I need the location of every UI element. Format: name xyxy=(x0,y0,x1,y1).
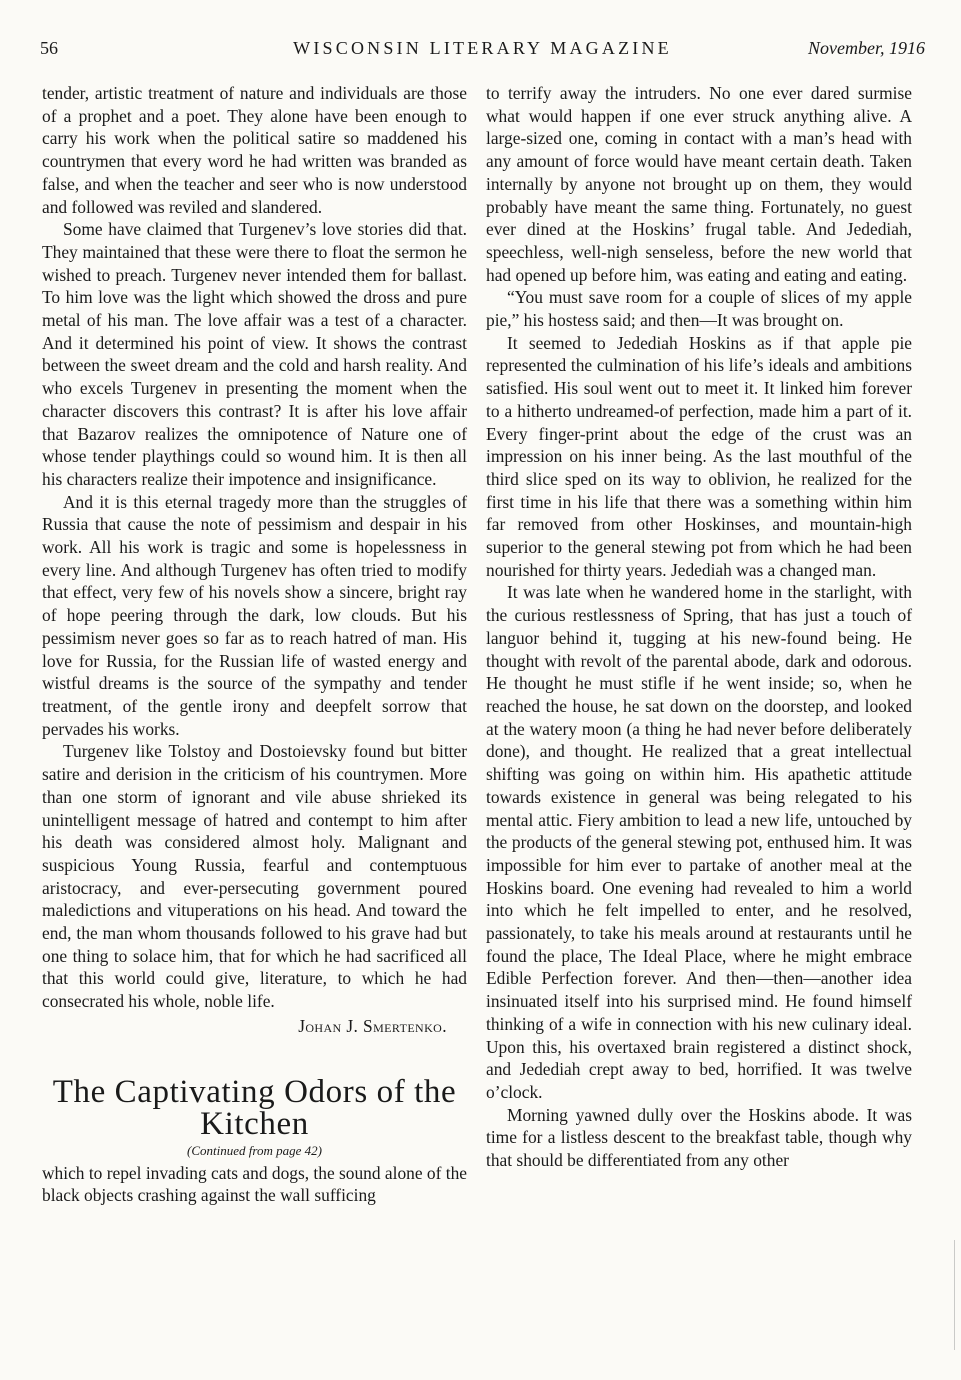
story-paragraph: Morning yawned dully over the Hoskins abode. It was time for a listless descent to the breakfast table, though why that should be differentiated from any other xyxy=(486,1104,912,1171)
essay-paragraph: Turgenev like Tolstoy and Dostoievsky found but bitter satire and derision in the criticism of his countrymen. More than one storm of ignorant and vile abuse shrieked its unintelligent message of hatred and contempt to him after his death was considered almost holy. Malignant and suspicious Young Russia, fearful and contemptuous aristocracy, and ever-persecuting government poured maledictions and vituperations on his head. And toward the end, the man whom thousands followed to his grave had but one thing to solace him, that for which he had sacrificed all that this world could give, literature, to which he had consecrated his whole, noble life. xyxy=(42,741,467,1012)
story-paragraph: which to repel invading cats and dogs, the sound alone of the black objects crashing against the wall sufficing xyxy=(42,1162,468,1206)
issue-date: November, 1916 xyxy=(808,38,925,58)
essay-paragraph: Some have claimed that Turgenev’s love stories did that. They maintained that these were there to float the sermon he wished to preach. Turgenev never intended them for ballast. To him love was the light which showed the dross and pure metal of his man. The love affair was a test of a character. And it determined his point of view. It shows the contrast between the sweet dream and the cold and harsh reality. And who excels Turgenev in presenting the moment when the character discovers this contrast? It is after his love affair that Bazarov realizes the omnipotence of Nature one of whose tender playthings could so wound him. It is then all his characters realize their impotence and insignificance. xyxy=(42,219,467,489)
essay-paragraph: tender, artistic treatment of nature and individuals are those of a prophet and a poet. They alone have been enough to carry his work when the political satire so maddened his countrymen that every word he had written was branded as false, and when the teacher and seer who is now understood and followed was reviled and slandered. xyxy=(42,83,467,217)
essay-paragraph: And it is this eternal tragedy more than the struggles of Russia that cause the note of pessimism and despair in his work. All his work is tragic and some is hopelessness in every line. And although Turgenev has often tried to modify that effect, very few of his novels show a sincere, bright ray of hope peering through the dark, low clouds. But his pessimism never goes so far as to reach hatred of man. His love for Russia, for the Russian life of wasted energy and wistful dreams is the source of the sympathy and tender treatment, of the gentle irony and deepfelt sorrow that pervades his works. xyxy=(42,491,467,739)
story-paragraph: to terrify away the intruders. No one ever dared surmise what would happen if one ever struck anything alive. A large-sized one, coming in contact with a man’s head with any amount of force would have meant certain death. Taken internally by anyone not brought up on them, they would probably have meant the same thing. Fortunately, no guest ever dined at the Hoskins’ frugal table. And Jedediah, speechless, well-nigh senseless, before the new world that had opened up before him, was eating and eating and eating. xyxy=(486,83,912,285)
story-paragraph: “You must save room for a couple of slices of my apple pie,” his hostess said; and then—It was brought on. xyxy=(486,287,912,331)
scan-edge-mark xyxy=(954,1240,957,1350)
story-paragraph: It seemed to Jedediah Hoskins as if that apple pie represented the culmination of his life’s ideals and ambitions satisfied. His soul went out to meet it. It linked him forever to a hitherto undreamed-of perfection, made him a part of it. Every finger-print about the edge of the crust was an impression on his inner being. As the last mouthful of the third slice sped on its way to oblivion, he realized for the first time in his life that there was a something within him far removed from other Hoskinses, and mountain-high superior to the general stewing pot from which he had been nourished for thirty years. Jedediah was a changed man. xyxy=(486,332,912,580)
page-number: 56 xyxy=(40,38,58,58)
magazine-title: WISCONSIN LITERARY MAGAZINE xyxy=(293,38,672,58)
story-paragraph: It was late when he wandered home in the starlight, with the curious restlessness of Spring, that has just a touch of languor behind it, tugging at his new-found being. He thought with revolt of the parental abode, dark and odorous. He thought he must stifle if he went inside; so, when he reached the house, he sat down on the doorstep, and looked at the watery moon (a thing he had never before deliberately done), and thought. He realized that a great intellectual shifting was going on within him. His apathetic attitude towards existence in general was being relegated to his mental attic. Fiery ambition to lead a new life, untouched by the products of the general stewing pot, enthused him. It was impossible for him ever to partake of another meal at the Hoskins board. One evening had revealed to him a world into which he felt impelled to enter, and he resolved, passionately, to take his meals around at restaurants until he found the place, The Ideal Place, where he might embrace Edible Perfection forever. And then—then—another idea insinuated itself into his surprised mind. He found himself thinking of a wife in connection with his new culinary ideal. Upon this, his overtaxed brain registered a distinct shock, and Jedediah crept away to bed, horrified. It was twelve o’clock. xyxy=(486,582,912,1102)
continued-note: (Continued from page 42) xyxy=(187,1142,322,1158)
right-column xyxy=(486,82,912,1172)
left-column xyxy=(42,82,467,1207)
author-signature: Johan J. Smertenko. xyxy=(298,1015,447,1036)
page-header xyxy=(40,38,925,64)
story-title: The Captivating Odors of the Kitchen xyxy=(52,1073,457,1142)
